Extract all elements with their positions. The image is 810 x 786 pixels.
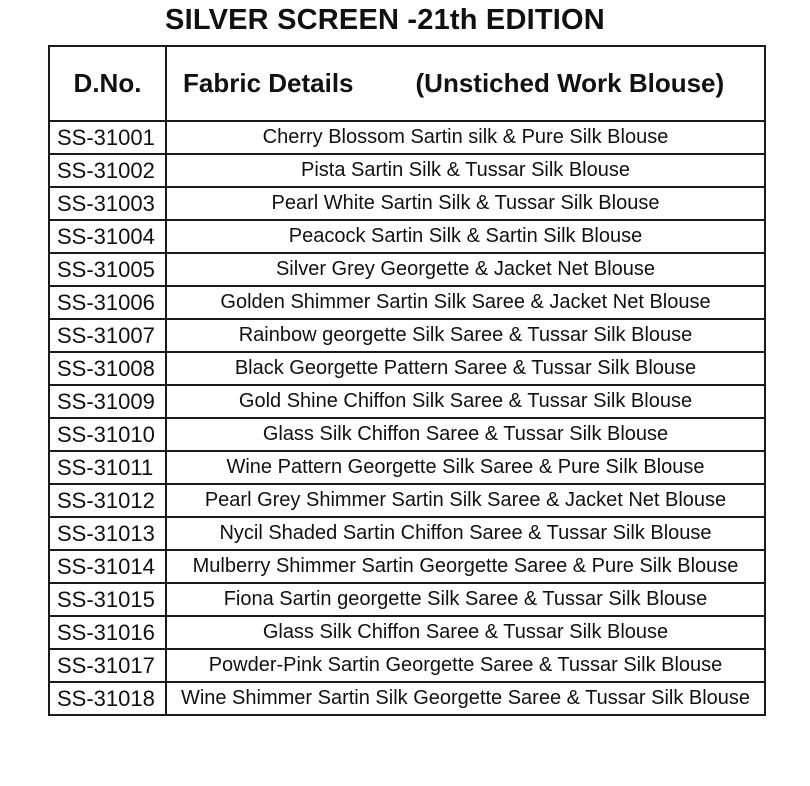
design-number-cell: SS-31004 (49, 220, 166, 253)
table-row (49, 253, 765, 286)
design-number-cell: SS-31009 (49, 385, 166, 418)
design-number-cell: SS-31015 (49, 583, 166, 616)
fabric-details-cell: Rainbow georgette Silk Saree & Tussar Silk Blouse (166, 319, 765, 352)
design-number-cell: SS-31014 (49, 550, 166, 583)
fabric-details-cell: Peacock Sartin Silk & Sartin Silk Blouse (166, 220, 765, 253)
fabric-details-cell: Black Georgette Pattern Saree & Tussar Silk Blouse (166, 352, 765, 385)
fabric-details-cell: Mulberry Shimmer Sartin Georgette Saree & Pure Silk Blouse (166, 550, 765, 583)
column-header-fabric (166, 46, 765, 121)
page-title: SILVER SCREEN -21th EDITION (165, 4, 605, 36)
design-number-cell: SS-31001 (49, 121, 166, 154)
table-row (49, 550, 765, 583)
fabric-details-cell: Powder-Pink Sartin Georgette Saree & Tussar Silk Blouse (166, 649, 765, 682)
table-row (49, 187, 765, 220)
column-header-fabric-note: (Unstiched Work Blouse) (415, 68, 725, 98)
fabric-details-cell: Nycil Shaded Sartin Chiffon Saree & Tussar Silk Blouse (166, 517, 765, 550)
fabric-details-cell: Cherry Blossom Sartin silk & Pure Silk Blouse (166, 121, 765, 154)
design-number-cell: SS-31018 (49, 682, 166, 715)
fabric-details-cell: Wine Pattern Georgette Silk Saree & Pure Silk Blouse (166, 451, 765, 484)
fabric-details-cell: Pearl Grey Shimmer Sartin Silk Saree & Jacket Net Blouse (166, 484, 765, 517)
design-number-cell: SS-31006 (49, 286, 166, 319)
table-row (49, 517, 765, 550)
fabric-details-cell: Golden Shimmer Sartin Silk Saree & Jacket Net Blouse (166, 286, 765, 319)
design-number-cell: SS-31011 (49, 451, 166, 484)
table-row (49, 616, 765, 649)
table-row (49, 418, 765, 451)
design-number-cell: SS-31008 (49, 352, 166, 385)
fabric-details-cell: Silver Grey Georgette & Jacket Net Blouse (166, 253, 765, 286)
table-row (49, 484, 765, 517)
fabric-details-cell: Pista Sartin Silk & Tussar Silk Blouse (166, 154, 765, 187)
design-number-cell: SS-31010 (49, 418, 166, 451)
table-row (49, 649, 765, 682)
column-header-dno: D.No. (49, 46, 166, 121)
fabric-details-cell: Glass Silk Chiffon Saree & Tussar Silk Blouse (166, 418, 765, 451)
fabric-details-cell: Fiona Sartin georgette Silk Saree & Tussar Silk Blouse (166, 583, 765, 616)
table-row (49, 583, 765, 616)
table-row (49, 352, 765, 385)
design-number-cell: SS-31017 (49, 649, 166, 682)
catalog-table (48, 45, 766, 716)
design-number-cell: SS-31016 (49, 616, 166, 649)
column-header-fabric-label: Fabric Details (183, 68, 354, 98)
table-row (49, 451, 765, 484)
table-body (49, 121, 765, 715)
table-row (49, 154, 765, 187)
design-number-cell: SS-31007 (49, 319, 166, 352)
table-header-row (49, 46, 765, 121)
fabric-details-cell: Wine Shimmer Sartin Silk Georgette Saree & Tussar Silk Blouse (166, 682, 765, 715)
fabric-details-cell: Pearl White Sartin Silk & Tussar Silk Blouse (166, 187, 765, 220)
design-number-cell: SS-31013 (49, 517, 166, 550)
table-row (49, 682, 765, 715)
table-row (49, 385, 765, 418)
table-row (49, 121, 765, 154)
design-number-cell: SS-31003 (49, 187, 166, 220)
design-number-cell: SS-31002 (49, 154, 166, 187)
design-number-cell: SS-31005 (49, 253, 166, 286)
fabric-details-cell: Glass Silk Chiffon Saree & Tussar Silk Blouse (166, 616, 765, 649)
fabric-details-cell: Gold Shine Chiffon Silk Saree & Tussar Silk Blouse (166, 385, 765, 418)
design-number-cell: SS-31012 (49, 484, 166, 517)
table-row (49, 286, 765, 319)
table-row (49, 220, 765, 253)
table-row (49, 319, 765, 352)
